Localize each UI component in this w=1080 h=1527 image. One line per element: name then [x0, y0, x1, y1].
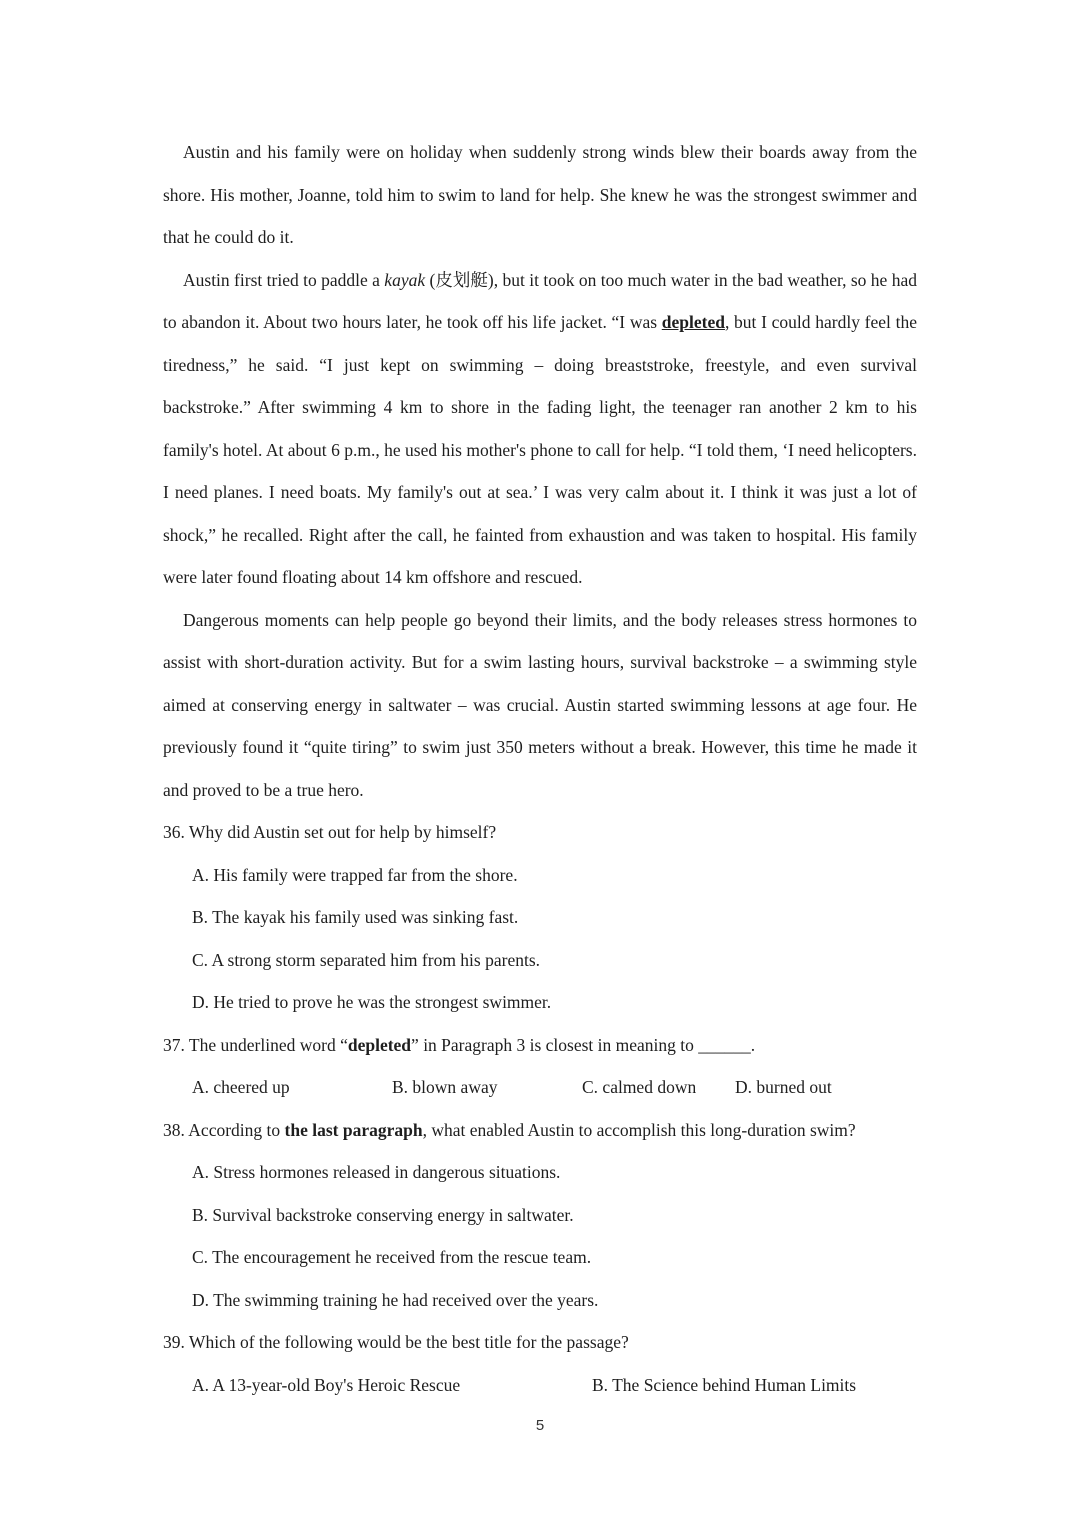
passage-paragraph-3: Dangerous moments can help people go beyond their limits, and the body releases stress hormones to assist with short-duration activity. But for a swim lasting hours, survival backstroke – a swimming style aimed at conserving energy in saltwater – was crucial. Austin started swimming lessons at age four. He previously found it “quite tiring” to swim just 350 meters without a break. However, this time he made it and proved to be a true hero.	[163, 609, 917, 800]
question-38-option-b: B. Survival backstroke conserving energy in saltwater.	[192, 1204, 574, 1225]
question-39-option-b: B. The Science behind Human Limits	[592, 1374, 857, 1395]
q37-stem-end: ” in Paragraph 3 is closest in meaning to ______.	[411, 1034, 756, 1055]
question-36-option-c: C. A strong storm separated him from his parents.	[192, 949, 541, 970]
question-39-stem: 39. Which of the following would be the best title for the passage?	[163, 1332, 629, 1352]
question-36-option-d: D. He tried to prove he was the strongest swimmer.	[192, 992, 552, 1012]
question-39-option-a: A. A 13-year-old Boy's Heroic Rescue	[192, 1374, 461, 1395]
page-number: 5	[535, 1417, 545, 1434]
question-36-stem: 36. Why did Austin set out for help by himself?	[163, 822, 497, 842]
p2-text-end: , but I could hardly feel the tiredness,” he said. “I just kept on swimming – doing breaststroke, freestyle, and even survival backstroke.” After swimming 4 km to shore in the fading light, the teenager ran another 2 km to his family's hotel. At about 6 p.m., he used his mother's phone to call for help. “I told them, ‘I need helicopters. I need planes. I need boats. My family's out at sea.’ I was very calm about it. I think it was just a lot of shock,” he recalled. Right after the call, he fainted from exhaustion and was taken to hospital. His family were later found floating about 14 km offshore and rescued.	[163, 312, 917, 587]
question-39-options-row	[163, 1364, 917, 1407]
question-37-stem	[163, 1024, 917, 1067]
p2-text-start: Austin first tried to paddle a	[183, 269, 385, 290]
underlined-word-depleted: depleted	[661, 312, 725, 332]
q37-bold-word: depleted	[347, 1034, 412, 1055]
q38-bold-phrase: the last paragraph	[284, 1119, 423, 1140]
p2-text-middle: (皮划艇), but it took on too much water in the bad weather, so he had to abandon it. About two hours later, he took off his life jacket. “I was	[163, 269, 917, 332]
q38-stem-start: 38. According to	[163, 1119, 285, 1140]
question-37-option-b: B. blown away	[392, 1077, 498, 1097]
question-38-option-d: D. The swimming training he had received over the years.	[192, 1289, 599, 1310]
question-38-option-c: C. The encouragement he received from the rescue team.	[192, 1247, 592, 1267]
kayak-word: kayak	[384, 269, 426, 290]
q38-stem-end: , what enabled Austin to accomplish this long-duration swim?	[422, 1119, 856, 1140]
passage-paragraph-1: Austin and his family were on holiday when suddenly strong winds blew their boards away from the shore. His mother, Joanne, told him to swim to land for help. She knew he was the strongest swimmer and that he could do it.	[163, 142, 917, 247]
question-37-options-row	[163, 1066, 917, 1109]
question-38-option-a: A. Stress hormones released in dangerous situations.	[192, 1162, 561, 1182]
passage-paragraph-2	[163, 259, 917, 599]
question-36-option-b: B. The kayak his family used was sinking fast.	[192, 907, 519, 927]
question-37-option-c: C. calmed down	[582, 1077, 697, 1097]
question-38-stem	[163, 1109, 917, 1152]
question-36-option-a: A. His family were trapped far from the shore.	[192, 864, 518, 885]
question-37-option-d: D. burned out	[735, 1077, 832, 1097]
question-37-option-a: A. cheered up	[192, 1077, 290, 1097]
q37-stem-start: 37. The underlined word “	[163, 1034, 348, 1055]
reading-passage-block	[163, 131, 917, 1406]
